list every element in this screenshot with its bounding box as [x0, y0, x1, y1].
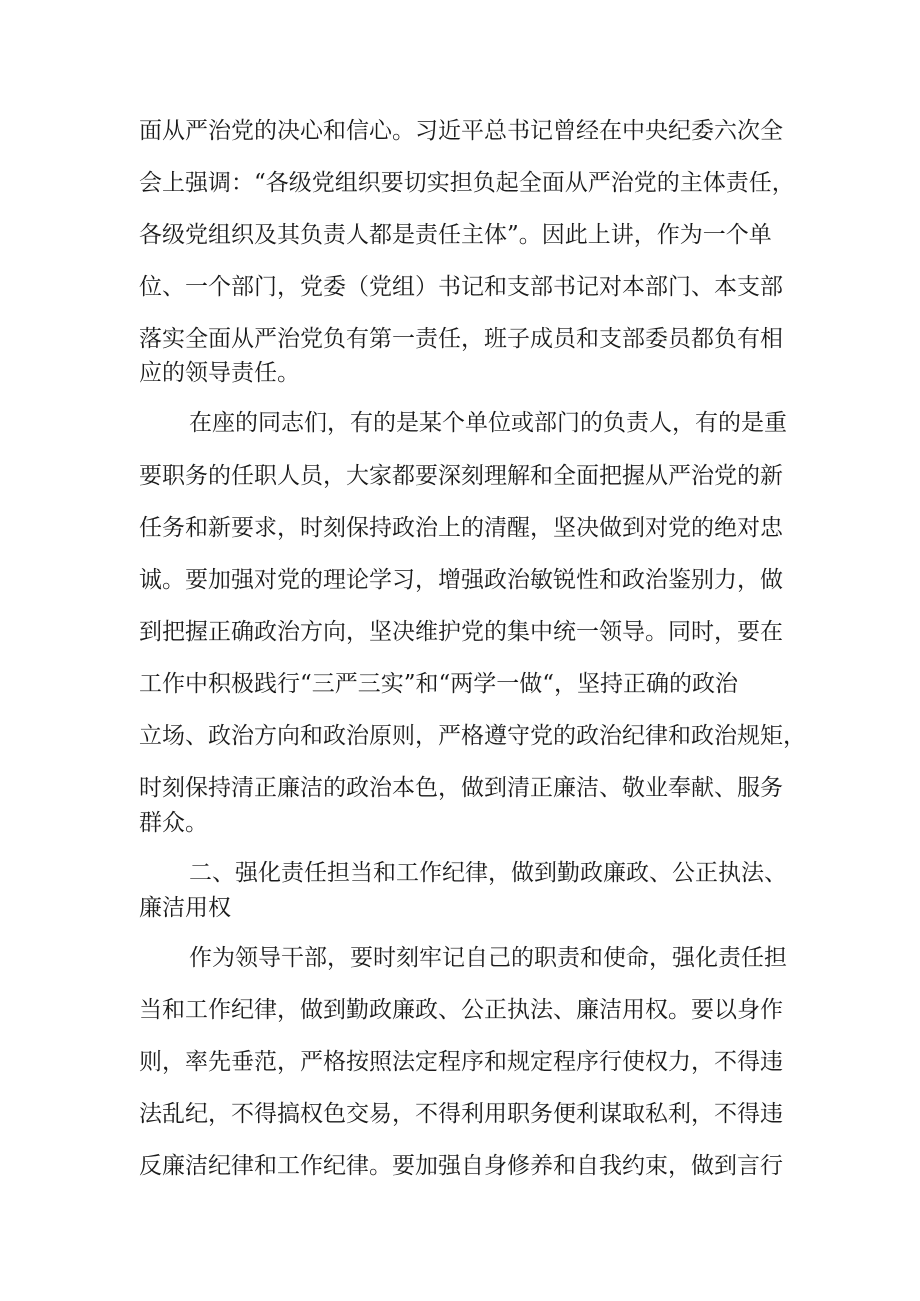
paragraph-line: 群众。: [139, 810, 208, 836]
paragraph-line: 要职务的任职人员，大家都要深刻理解和全面把握从严治党的新: [139, 463, 783, 489]
paragraph-line: 时刻保持清正廉洁的政治本色，做到清正廉洁、敬业奉献、服务: [139, 775, 783, 801]
paragraph-line: 各级党组织及其负责人都是责任主体”。因此上讲，作为一个单: [139, 222, 772, 248]
paragraph-line: 会上强调：“各级党组织要切实担负起全面从严治党的主体责任，: [139, 170, 795, 196]
paragraph-line: 诚。要加强对党的理论学习，增强政治敏锐性和政治鉴别力，做: [139, 567, 783, 593]
paragraph-line: 位、一个部门，党委（党组）书记和支部书记对本部门、本支部: [139, 274, 783, 300]
paragraph-line: 反廉洁纪律和工作纪律。要加强自身修养和自我约束，做到言行: [139, 1153, 783, 1179]
paragraph-line: 作为领导干部，要时刻牢记自己的职责和使命，强化责任担: [189, 945, 787, 971]
section-heading: 廉洁用权: [139, 895, 231, 921]
paragraph-line: 任务和新要求，时刻保持政治上的清醒，坚决做到对党的绝对忠: [139, 515, 783, 541]
paragraph-line: 工作中积极践行“三严三实”和“两学一做“，坚持正确的政治: [139, 671, 739, 697]
paragraph-line: 则，率先垂范，严格按照法定程序和规定程序行使权力，不得违: [139, 1049, 783, 1075]
paragraph-line: 应的领导责任。: [139, 360, 300, 386]
paragraph-line: 当和工作纪律，做到勤政廉政、公正执法、廉洁用权。要以身作: [139, 997, 783, 1023]
section-heading: 二、强化责任担当和工作纪律，做到勤政廉政、公正执法、: [189, 860, 787, 886]
paragraph-line: 面从严治党的决心和信心。习近平总书记曾经在中央纪委六次全: [139, 118, 783, 144]
paragraph-line: 在座的同志们，有的是某个单位或部门的负责人，有的是重: [189, 410, 787, 436]
paragraph-line: 到把握正确政治方向，坚决维护党的集中统一领导。同时，要在: [139, 619, 783, 645]
paragraph-line: 落实全面从严治党负有第一责任，班子成员和支部委员都负有相: [139, 326, 783, 352]
paragraph-line: 立场、政治方向和政治原则，严格遵守党的政治纪律和政治规矩，: [139, 723, 806, 749]
paragraph-line: 法乱纪，不得搞权色交易，不得利用职务便利谋取私利，不得违: [139, 1101, 783, 1127]
